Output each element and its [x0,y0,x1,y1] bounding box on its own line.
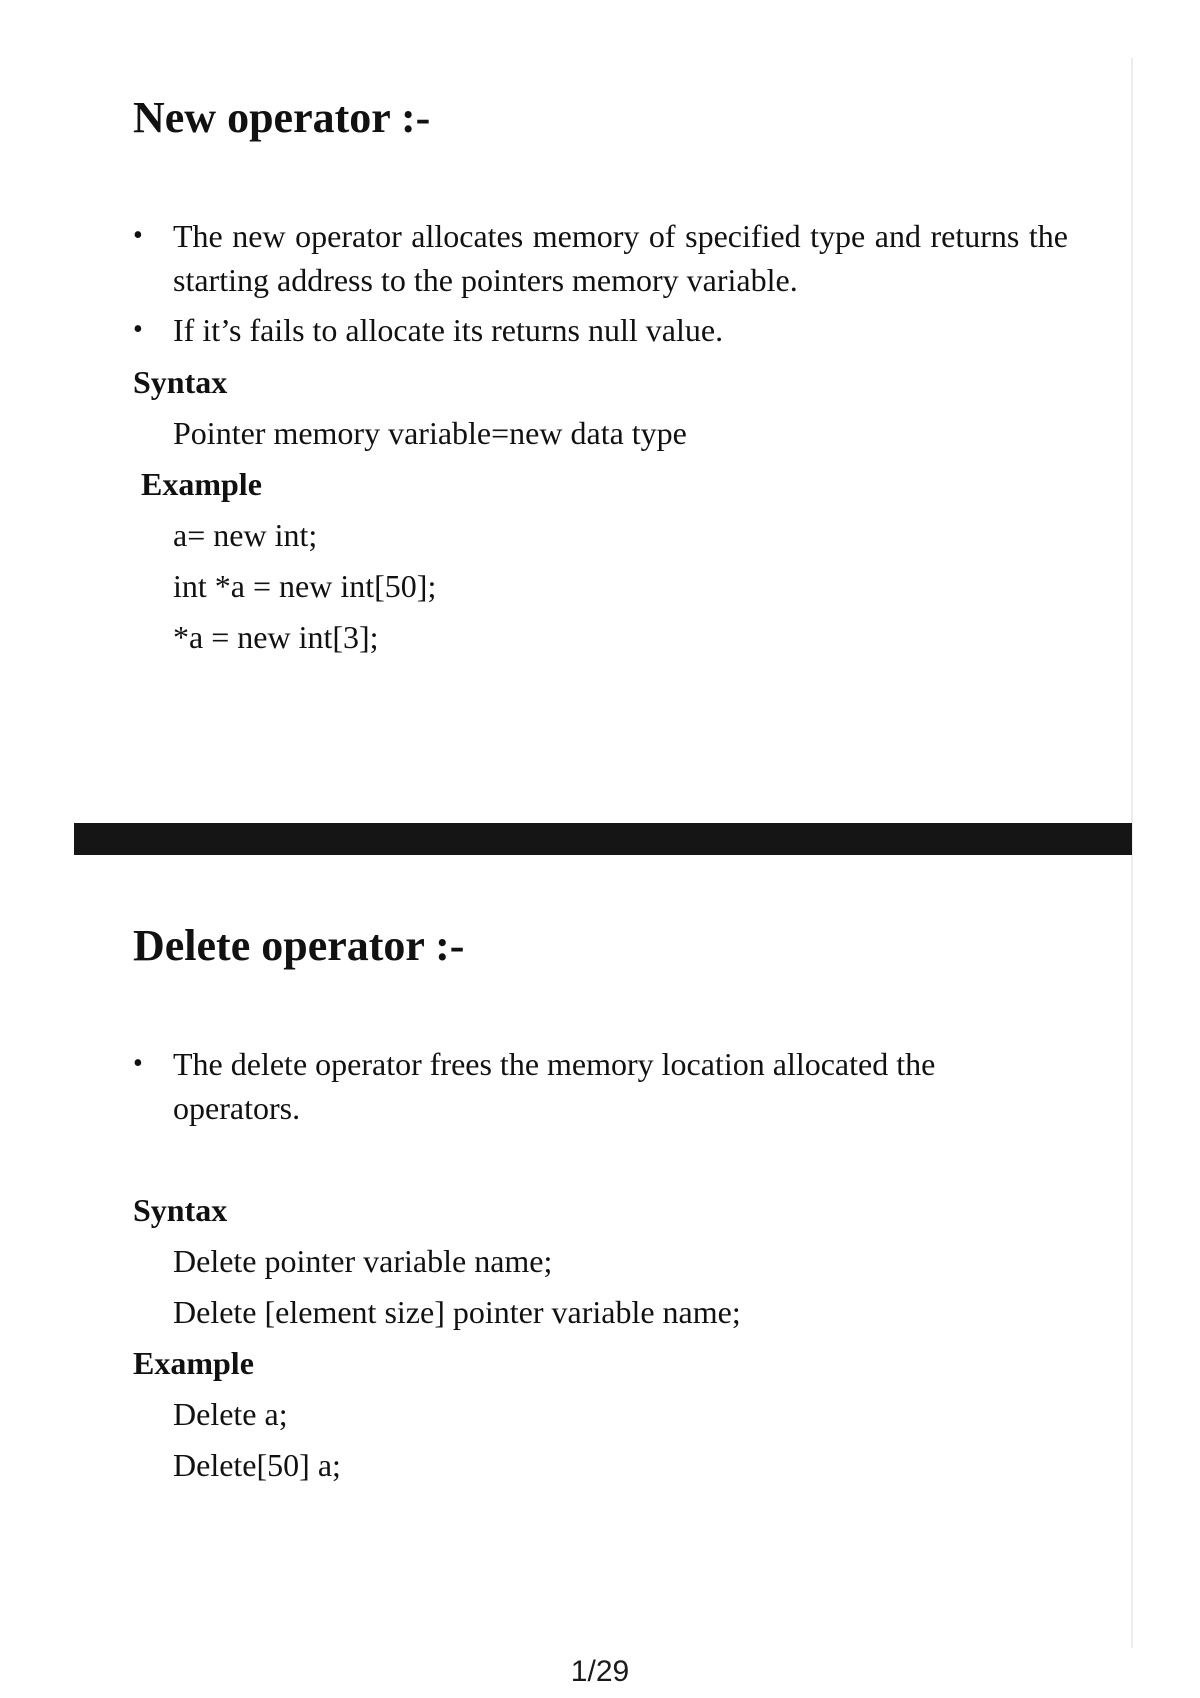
list-item [133,1042,1068,1130]
example-line: Delete[50] a; [173,1447,341,1483]
bullet-dot-icon: • [133,220,143,251]
example-line: int *a = new int[50]; [173,568,437,604]
page-counter: 1/29 [570,1655,630,1688]
example-label: Example [141,466,262,502]
new-operator-bullets [133,214,1068,358]
list-item [133,214,1068,302]
example-line: *a = new int[3]; [173,619,379,655]
bullet-dot-icon: • [133,314,143,345]
example-line: Delete a; [173,1396,288,1432]
syntax-label: Syntax [133,1192,228,1228]
bullet-text: The new operator allocates memory of specified type and returns the starting address to the pointers memory variable. [173,218,1068,298]
syntax-line: Pointer memory variable=new data type [173,415,687,451]
bullet-dot-icon: • [133,1048,143,1079]
syntax-line: Delete [element size] pointer variable name; [173,1294,741,1330]
example-line: a= new int; [173,517,318,553]
delete-operator-title: Delete operator :- [133,921,465,970]
slide-divider [74,823,1132,855]
list-item [133,308,1068,352]
example-label: Example [133,1345,254,1381]
delete-operator-bullets [133,1042,1068,1136]
bullet-text: The delete operator frees the memory location allocated the operators. [173,1046,936,1126]
syntax-line: Delete pointer variable name; [173,1243,553,1279]
syntax-label: Syntax [133,364,228,400]
bullet-text: If it’s fails to allocate its returns null value. [173,312,724,348]
new-operator-title: New operator :- [133,93,431,142]
